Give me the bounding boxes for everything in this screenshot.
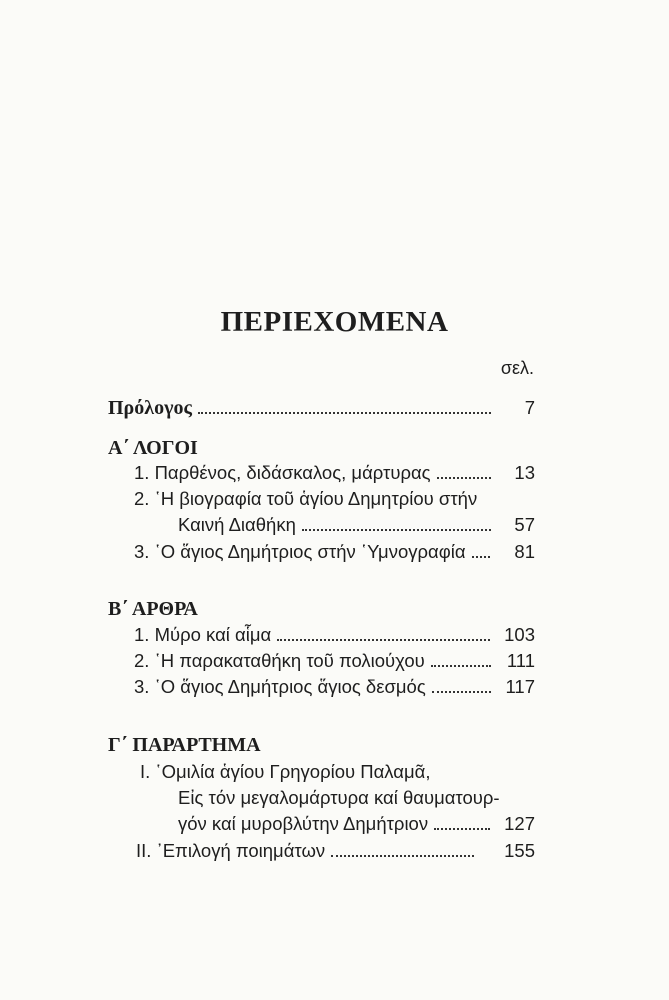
entry-label: Πρόλογος <box>108 397 192 419</box>
page-number: 155 <box>504 840 535 861</box>
page-column-label: σελ. <box>500 358 534 378</box>
toc-entry-prologue <box>108 396 535 420</box>
toc-entry-continuation: γόν καί μυροβλύτην Δημήτριον 127 <box>178 813 535 834</box>
toc-entry: II. ᾿Επιλογή ποιημάτων 155 <box>136 840 535 861</box>
dot-leader <box>432 691 491 693</box>
dot-leader <box>302 529 491 531</box>
page-number: 7 <box>524 397 535 418</box>
section-heading: Β΄ ΑΡΘΡΑ <box>108 598 198 620</box>
page-number: 111 <box>506 650 535 671</box>
toc-title: ΠΕΡΙΕΧΟΜΕΝΑ <box>220 306 449 338</box>
toc-entry-continuation: Καινή Διαθήκη 57 <box>178 514 535 535</box>
toc-entry: 3. ῾Ο ἅγιος Δημήτριος ἅγιος δεσμός 117 <box>134 676 535 697</box>
dot-leader <box>434 828 490 830</box>
dot-leader <box>472 556 490 558</box>
toc-entry: 1. Παρθένος, διδάσκαλος, μάρτυρας 13 <box>134 462 535 483</box>
page-number: 57 <box>514 514 535 535</box>
section-heading: Α΄ ΛΟΓΟΙ <box>108 437 198 459</box>
dot-leader <box>437 477 491 479</box>
toc-entry: 2. ῾Η παρακαταθήκη τοῦ πολιούχου 111 <box>134 650 535 671</box>
dot-leader <box>431 665 491 667</box>
section-heading: Γ΄ ΠΑΡΑΡΤΗΜΑ <box>108 734 261 756</box>
page-number: 13 <box>514 462 535 483</box>
dot-leader <box>198 412 491 414</box>
page-number: 81 <box>514 541 535 562</box>
page-number: 103 <box>504 624 535 645</box>
toc-entry: I. ῾Ομιλία ἁγίου Γρηγορίου Παλαμᾶ, <box>140 761 431 782</box>
dot-leader <box>277 639 490 641</box>
dot-leader <box>331 855 474 857</box>
toc-entry: 2. ῾Η βιογραφία τοῦ ἁγίου Δημητρίου στήν <box>134 488 478 509</box>
page-number: 127 <box>504 813 535 834</box>
toc-entry-continuation: Εἰς τόν μεγαλομάρτυρα καί θαυματουρ- <box>178 787 500 808</box>
page-number: 117 <box>505 676 535 697</box>
toc-entry: 3. ῾Ο ἅγιος Δημήτριος στήν ῾Υμνογραφία 81 <box>134 541 535 562</box>
toc-entry: 1. Μύρο καί αἷμα 103 <box>134 624 535 645</box>
